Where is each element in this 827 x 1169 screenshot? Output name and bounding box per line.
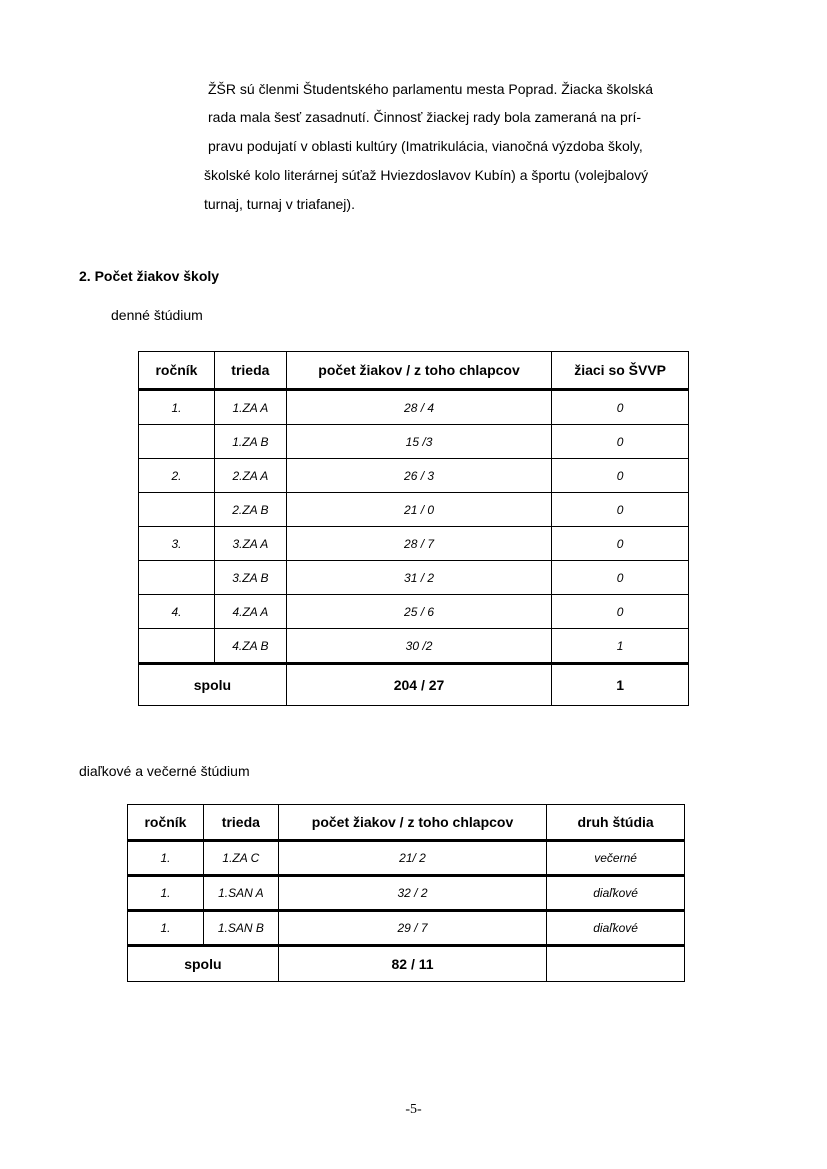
total-count: 82 / 11 [278, 946, 546, 982]
total-label: spolu [139, 664, 287, 706]
cell-class: 4.ZA A [214, 595, 286, 629]
cell-count: 15 /3 [286, 425, 551, 459]
cell-class: 1.ZA A [214, 390, 286, 425]
cell-year: 1. [128, 911, 204, 946]
intro-line-4: školské kolo literárnej súťaž Hviezdoslavov Kubín) a športu (volejbalový [204, 167, 649, 183]
cell-svvp: 1 [552, 629, 689, 664]
table-row [139, 390, 689, 425]
cell-class: 1.SAN A [203, 876, 278, 911]
intro-line-3: pravu podujatí v oblasti kultúry (Imatrikulácia, vianočná výzdoba školy, [208, 138, 643, 154]
cell-count: 29 / 7 [278, 911, 546, 946]
table-header-row [128, 805, 685, 841]
table-row [128, 876, 685, 911]
cell-type: večerné [547, 841, 685, 876]
header-cell: trieda [214, 352, 286, 390]
day-study-table [138, 351, 689, 706]
header-cell: žiaci so ŠVVP [552, 352, 689, 390]
cell-class: 1.ZA C [203, 841, 278, 876]
intro-line-2: rada mala šesť zasadnutí. Činnosť žiackej rady bola zameraná na prí- [208, 109, 642, 125]
cell-class: 1.SAN B [203, 911, 278, 946]
header-cell: ročník [128, 805, 204, 841]
cell-svvp: 0 [552, 561, 689, 595]
cell-class: 2.ZA A [214, 459, 286, 493]
cell-year: 3. [139, 527, 215, 561]
table-row [139, 595, 689, 629]
cell-count: 28 / 7 [286, 527, 551, 561]
distance-study-title: diaľkové a večerné štúdium [79, 763, 250, 779]
intro-line-5: turnaj, turnaj v triafanej). [204, 196, 355, 212]
table-row [139, 561, 689, 595]
intro-line-1: ŽŠR sú členmi Študentského parlamentu mesta Poprad. Žiacka školská [208, 81, 654, 97]
header-cell: počet žiakov / z toho chlapcov [278, 805, 546, 841]
cell-year: 2. [139, 459, 215, 493]
cell-type: diaľkové [547, 911, 685, 946]
table-row [139, 629, 689, 664]
cell-class: 1.ZA B [214, 425, 286, 459]
day-study-title: denné štúdium [111, 307, 203, 323]
page-number: -5- [405, 1102, 422, 1117]
total-label: spolu [128, 946, 279, 982]
cell-svvp: 0 [552, 527, 689, 561]
header-cell: počet žiakov / z toho chlapcov [286, 352, 551, 390]
cell-year [139, 629, 215, 664]
distance-study-table [127, 804, 685, 982]
table-row [139, 425, 689, 459]
cell-year [139, 561, 215, 595]
cell-svvp: 0 [552, 390, 689, 425]
cell-count: 21 / 0 [286, 493, 551, 527]
cell-class: 3.ZA A [214, 527, 286, 561]
total-type [547, 946, 685, 982]
cell-svvp: 0 [552, 493, 689, 527]
cell-class: 3.ZA B [214, 561, 286, 595]
total-svvp: 1 [552, 664, 689, 706]
cell-svvp: 0 [552, 459, 689, 493]
cell-year: 1. [139, 390, 215, 425]
cell-year [139, 425, 215, 459]
cell-year [139, 493, 215, 527]
total-count: 204 / 27 [286, 664, 551, 706]
header-cell: trieda [203, 805, 278, 841]
total-row [139, 664, 689, 706]
total-row [128, 946, 685, 982]
cell-class: 2.ZA B [214, 493, 286, 527]
section-heading: 2. Počet žiakov školy [79, 268, 220, 284]
table-row [128, 911, 685, 946]
cell-class: 4.ZA B [214, 629, 286, 664]
cell-count: 26 / 3 [286, 459, 551, 493]
header-cell: druh štúdia [547, 805, 685, 841]
table-row [128, 841, 685, 876]
cell-count: 31 / 2 [286, 561, 551, 595]
header-cell: ročník [139, 352, 215, 390]
table-row [139, 459, 689, 493]
cell-svvp: 0 [552, 425, 689, 459]
cell-year: 1. [128, 876, 204, 911]
cell-count: 25 / 6 [286, 595, 551, 629]
table-row [139, 527, 689, 561]
cell-count: 21/ 2 [278, 841, 546, 876]
cell-svvp: 0 [552, 595, 689, 629]
cell-year: 1. [128, 841, 204, 876]
cell-type: diaľkové [547, 876, 685, 911]
table-row [139, 493, 689, 527]
cell-year: 4. [139, 595, 215, 629]
table-header-row [139, 352, 689, 390]
cell-count: 32 / 2 [278, 876, 546, 911]
cell-count: 30 /2 [286, 629, 551, 664]
cell-count: 28 / 4 [286, 390, 551, 425]
